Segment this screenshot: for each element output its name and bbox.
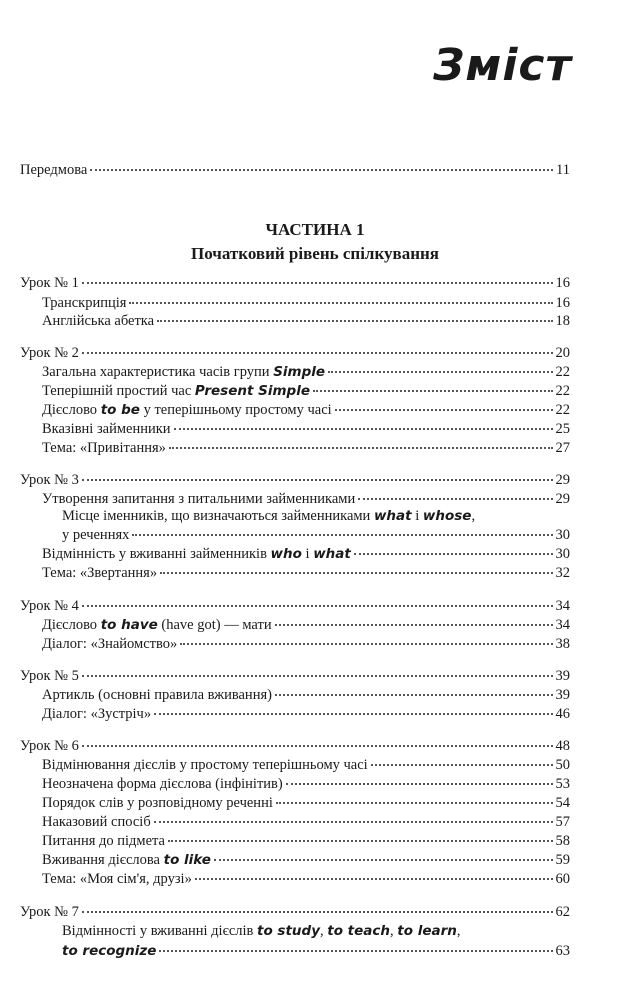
dot-leader: [335, 409, 553, 411]
toc-page-number: 32: [555, 565, 570, 581]
dot-leader: [276, 802, 553, 804]
toc-lesson-3[interactable]: [20, 472, 570, 492]
toc-entry[interactable]: [42, 795, 570, 815]
toc-page-number: 46: [555, 706, 570, 722]
toc-page-number: 29: [555, 491, 570, 507]
toc-lesson-4[interactable]: [20, 598, 570, 618]
toc-entry-label: Неозначена форма дієслова (інфінітив): [42, 776, 283, 792]
toc-entry[interactable]: [42, 814, 570, 834]
dot-leader: [90, 169, 553, 171]
page-title: Зміст: [433, 40, 572, 91]
toc-entry-label: Питання до підмета: [42, 833, 165, 849]
toc-page-number: 20: [555, 345, 570, 361]
toc-entry-label: Тема: «Привітання»: [42, 440, 166, 456]
toc-page-number: 25: [555, 421, 570, 437]
toc-entry[interactable]: [42, 617, 570, 637]
toc-page-number: 16: [555, 275, 570, 291]
toc-entry-label: Відмінювання дієслів у простому теперішньому часі: [42, 757, 368, 773]
dot-leader: [286, 783, 553, 785]
toc-entry[interactable]: [42, 636, 570, 656]
toc-page-number: 22: [555, 402, 570, 418]
toc-entry-first-line: Відмінності у вживанні дієслів to study, to teach, to learn,: [62, 923, 461, 939]
dot-leader: [354, 553, 553, 555]
toc-entry[interactable]: [42, 687, 570, 707]
dot-leader: [82, 911, 553, 913]
toc-page-number: 59: [555, 852, 570, 868]
toc-entry[interactable]: [42, 440, 570, 460]
dot-leader: [195, 878, 553, 880]
toc-lesson-7[interactable]: [20, 904, 570, 924]
toc-page-number: 30: [555, 546, 570, 562]
dot-leader: [154, 713, 552, 715]
toc-entry[interactable]: [42, 364, 570, 384]
dot-leader: [160, 572, 552, 574]
toc-page-number: 57: [555, 814, 570, 830]
toc-entry[interactable]: [42, 871, 570, 891]
toc-page-number: 39: [555, 668, 570, 684]
dot-leader: [180, 643, 552, 645]
toc-lesson-6[interactable]: [20, 738, 570, 758]
toc-entry[interactable]: [62, 943, 570, 963]
toc-page-number: 54: [555, 795, 570, 811]
toc-entry-label: Дієслово to be у теперішньому простому часі: [42, 402, 332, 418]
toc-entry[interactable]: [42, 383, 570, 403]
toc-lesson-label: Урок № 7: [20, 904, 79, 920]
toc-page-number: 38: [555, 636, 570, 652]
toc-entry-label: Утворення запитання з питальними займенниками: [42, 491, 356, 507]
toc-page-number: 16: [555, 295, 570, 311]
dot-leader: [275, 624, 553, 626]
toc-page-number: 22: [555, 364, 570, 380]
toc-page-number: 11: [556, 162, 570, 178]
dot-leader: [82, 675, 553, 677]
dot-leader: [132, 534, 552, 536]
toc-page-number: 30: [555, 527, 570, 543]
toc-lesson-label: Урок № 1: [20, 275, 79, 291]
toc-lesson-label: Урок № 5: [20, 668, 79, 684]
toc-entry[interactable]: [42, 402, 570, 422]
toc-entry[interactable]: [62, 527, 570, 547]
toc-entry[interactable]: [42, 313, 570, 333]
toc-entry-label: Артикль (основні правила вживання): [42, 687, 272, 703]
toc-entry-label: Теперішній простий час Present Simple: [42, 383, 311, 399]
toc-entry[interactable]: [42, 421, 570, 441]
dot-leader: [82, 282, 553, 284]
dot-leader: [157, 320, 552, 322]
dot-leader: [169, 447, 553, 449]
toc-lesson-label: Урок № 6: [20, 738, 79, 754]
dot-leader: [275, 694, 553, 696]
dot-leader: [82, 479, 553, 481]
toc-entry[interactable]: [42, 565, 570, 585]
toc-entry-label: Вживання дієслова to like: [42, 852, 211, 868]
toc-page-number: 29: [555, 472, 570, 488]
toc-page-number: 62: [555, 904, 570, 920]
toc-lesson-2[interactable]: [20, 345, 570, 365]
toc-entry-label: Передмова: [20, 162, 88, 178]
toc-entry-label: Тема: «Моя сім'я, друзі»: [42, 871, 192, 887]
dot-leader: [358, 498, 552, 500]
dot-leader: [174, 428, 553, 430]
toc-page-number: 27: [555, 440, 570, 456]
part-subtitle: Початковий рівень спілкування: [190, 244, 439, 263]
toc-entry[interactable]: [42, 706, 570, 726]
toc-page-number: 18: [555, 313, 570, 329]
toc-entry[interactable]: [42, 852, 570, 872]
toc-page-number: 34: [555, 617, 570, 633]
toc-page-number: 60: [555, 871, 570, 887]
toc-lesson-1[interactable]: [20, 275, 570, 295]
dot-leader: [313, 390, 552, 392]
toc-page-number: 63: [555, 943, 570, 959]
dot-leader: [129, 302, 552, 304]
toc-page-number: 58: [555, 833, 570, 849]
toc-entry-label: Тема: «Звертання»: [42, 565, 158, 581]
toc-page-number: 50: [555, 757, 570, 773]
dot-leader: [328, 371, 552, 373]
toc-entry[interactable]: [42, 546, 570, 566]
toc-page-number: 53: [555, 776, 570, 792]
dot-leader: [82, 352, 553, 354]
toc-entry-label: Загальна характеристика часів групи Simple: [42, 364, 326, 380]
toc-lesson-label: Урок № 4: [20, 598, 79, 614]
toc-entry-label: Вказівні займенники: [42, 421, 171, 437]
toc-entry-label: Діалог: «Зустріч»: [42, 706, 152, 722]
dot-leader: [159, 950, 552, 952]
dot-leader: [82, 605, 553, 607]
toc-entry-label: Англійська абетка: [42, 313, 155, 329]
toc-entry-label: Наказовий спосіб: [42, 814, 151, 830]
toc-entry-label: Порядок слів у розповідному реченні: [42, 795, 273, 811]
dot-leader: [371, 764, 553, 766]
toc-lesson-label: Урок № 3: [20, 472, 79, 488]
toc-entry[interactable]: [42, 295, 570, 315]
dot-leader: [154, 821, 553, 823]
toc-entry-preface[interactable]: [20, 162, 570, 182]
toc-entry-label: у реченнях: [62, 527, 130, 543]
dot-leader: [82, 745, 553, 747]
toc-lesson-5[interactable]: [20, 668, 570, 688]
toc-page-number: 48: [555, 738, 570, 754]
toc-lesson-label: Урок № 2: [20, 345, 79, 361]
toc-entry[interactable]: [42, 757, 570, 777]
toc-page-number: 22: [555, 383, 570, 399]
dot-leader: [168, 840, 553, 842]
part-heading: ЧАСТИНА 1: [265, 220, 365, 239]
toc-entry-label: Транскрипція: [42, 295, 127, 311]
toc-page-number: 34: [555, 598, 570, 614]
dot-leader: [214, 859, 553, 861]
toc-entry[interactable]: [42, 833, 570, 853]
toc-page-number: 39: [555, 687, 570, 703]
toc-entry-label: to recognize: [62, 943, 157, 959]
toc-entry[interactable]: [42, 776, 570, 796]
toc-entry-label: Відмінність у вживанні займенників who і what: [42, 546, 351, 562]
toc-entry-label: Дієслово to have (have got) — мати: [42, 617, 272, 633]
toc-entry-label: Діалог: «Знайомство»: [42, 636, 178, 652]
toc-entry-first-line: Місце іменників, що визначаються займенниками what і whose,: [62, 508, 476, 524]
